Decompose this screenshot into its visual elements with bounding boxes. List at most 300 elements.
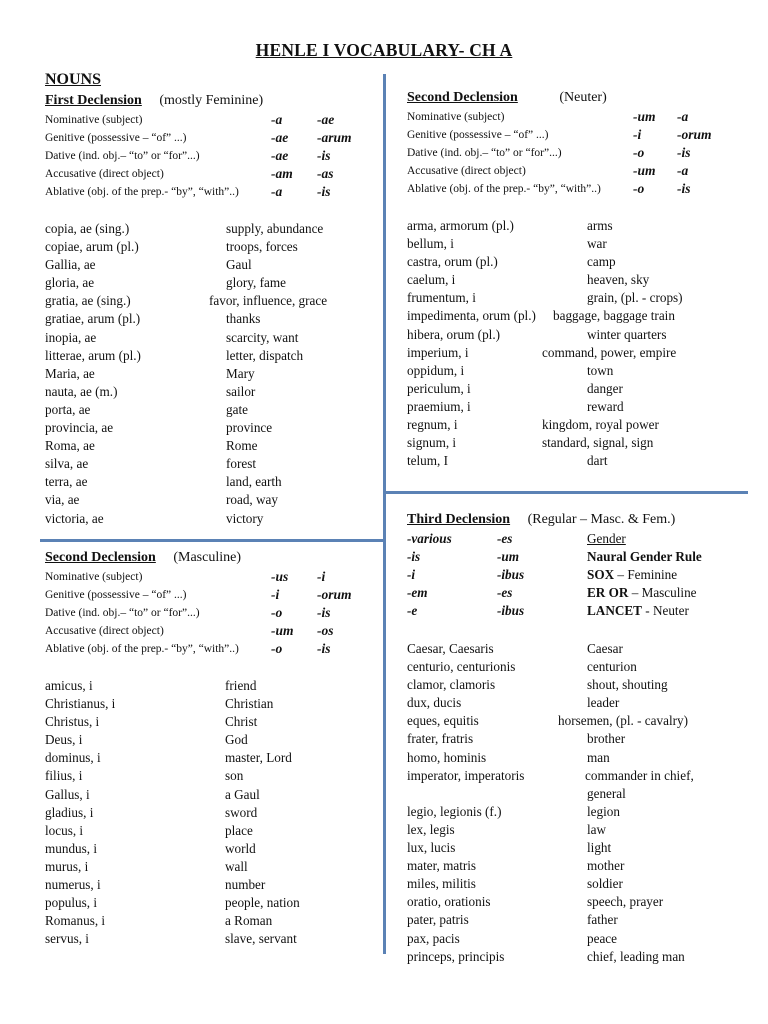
latin-word: locus, i xyxy=(45,822,84,838)
ending-singular: -o xyxy=(271,605,283,620)
english-meaning: supply, abundance xyxy=(226,221,324,236)
english-meaning: horsemen, (pl. - cavalry) xyxy=(558,713,688,729)
english-meaning: soldier xyxy=(587,876,623,892)
vocab-row xyxy=(45,329,380,347)
vocab-row xyxy=(45,455,380,473)
ending-rule-row xyxy=(407,602,752,620)
ending-plural: -is xyxy=(317,184,331,199)
case-row xyxy=(45,604,375,622)
gender-rule-key: ER OR xyxy=(587,585,629,600)
vocab-row xyxy=(407,893,752,911)
english-meaning: slave, servant xyxy=(225,931,297,947)
latin-word: Christus, i xyxy=(45,714,100,730)
third-declension-vocab xyxy=(407,640,752,966)
ending-plural: -ibus xyxy=(497,567,525,582)
ending-singular: -a xyxy=(271,184,283,199)
latin-word: via, ae xyxy=(45,492,80,508)
latin-word: numerus, i xyxy=(45,877,101,893)
vocab-row xyxy=(407,930,752,948)
case-label: Nominative (subject) xyxy=(407,111,505,123)
english-meaning: heaven, sky xyxy=(587,272,650,288)
latin-word: arma, armorum (pl.) xyxy=(407,218,514,233)
latin-word: Roma, ae xyxy=(45,438,95,454)
second-declension-neut-heading xyxy=(407,90,607,106)
gender-rule-value: – Masculine xyxy=(628,585,697,600)
english-meaning: province xyxy=(226,420,273,436)
english-meaning: kingdom, royal power xyxy=(542,417,659,433)
ending-plural: -ae xyxy=(317,112,335,127)
latin-word: castra, orum (pl.) xyxy=(407,254,498,270)
latin-word: servus, i xyxy=(45,931,89,947)
english-meaning: friend xyxy=(225,678,257,693)
latin-word: princeps, principis xyxy=(407,948,505,964)
vocab-row xyxy=(407,730,752,748)
english-meaning: camp xyxy=(587,254,616,270)
english-meaning: sailor xyxy=(226,383,256,399)
case-row xyxy=(45,586,375,604)
english-meaning: general xyxy=(587,785,626,801)
ending-singular: -o xyxy=(633,145,645,160)
ending-singular: -i xyxy=(407,567,416,582)
latin-word: dominus, i xyxy=(45,750,101,766)
vocab-row xyxy=(407,875,752,893)
vocab-row xyxy=(407,217,752,235)
vocab-row xyxy=(45,930,380,948)
english-meaning: war xyxy=(587,236,607,252)
english-meaning: reward xyxy=(587,398,624,414)
latin-word: copia, ae (sing.) xyxy=(45,221,130,236)
vocab-row xyxy=(45,256,380,274)
vocab-row xyxy=(45,677,380,695)
ending-plural: -arum xyxy=(317,130,352,145)
vocab-row xyxy=(407,326,752,344)
gender-rule xyxy=(587,602,689,620)
ending-rule-row xyxy=(407,530,752,548)
latin-word: Gallus, i xyxy=(45,786,90,802)
english-meaning: shout, shouting xyxy=(587,677,668,693)
vocab-row xyxy=(407,767,752,785)
vocab-row xyxy=(45,767,380,785)
latin-word: Gallia, ae xyxy=(45,257,96,273)
case-row xyxy=(45,640,375,658)
latin-word: bellum, i xyxy=(407,236,454,252)
vocab-row xyxy=(407,911,752,929)
second-declension-masc-note: (Masculine) xyxy=(173,550,241,565)
ending-plural: -ibus xyxy=(497,603,525,618)
vocab-row xyxy=(407,271,752,289)
latin-word: oratio, orationis xyxy=(407,894,491,910)
first-declension-note: (mostly Feminine) xyxy=(159,93,264,108)
ending-singular: -o xyxy=(271,641,283,656)
vocab-row xyxy=(45,894,380,912)
ending-singular: -i xyxy=(271,587,280,602)
ending-singular: -em xyxy=(407,585,428,600)
latin-word: impedimenta, orum (pl.) xyxy=(407,308,536,324)
english-meaning: mother xyxy=(587,858,625,874)
vocab-row xyxy=(407,640,752,658)
latin-word: filius, i xyxy=(45,768,83,784)
latin-word: legio, legionis (f.) xyxy=(407,803,502,819)
case-label: Genitive (possessive – “of” ...) xyxy=(45,132,187,144)
english-meaning: arms xyxy=(587,218,613,233)
latin-word: gratiae, arum (pl.) xyxy=(45,311,141,327)
english-meaning: son xyxy=(225,768,244,784)
ending-plural: -is xyxy=(677,145,691,160)
english-meaning: a Gaul xyxy=(225,786,260,802)
latin-word: gloria, ae xyxy=(45,275,95,291)
english-meaning: letter, dispatch xyxy=(226,347,304,363)
case-label: Accusative (direct object) xyxy=(45,168,164,180)
vocab-row xyxy=(407,362,752,380)
latin-word: Caesar, Caesaris xyxy=(407,641,494,656)
latin-word: Romanus, i xyxy=(45,913,106,929)
vocab-row xyxy=(407,785,752,803)
english-meaning: troops, forces xyxy=(226,239,298,255)
english-meaning: wall xyxy=(225,858,248,874)
case-label: Genitive (possessive – “of” ...) xyxy=(45,589,187,601)
case-row xyxy=(407,126,747,144)
ending-plural: -um xyxy=(497,549,519,564)
case-row xyxy=(45,111,375,129)
latin-word: lux, lucis xyxy=(407,840,456,856)
english-meaning: leader xyxy=(587,695,620,711)
vocab-row xyxy=(407,235,752,253)
ending-singular: -various xyxy=(407,531,452,546)
english-meaning: scarcity, want xyxy=(226,329,299,345)
vocab-row xyxy=(45,786,380,804)
latin-word: telum, I xyxy=(407,453,449,469)
vocab-row xyxy=(407,948,752,966)
vocab-row xyxy=(407,434,752,452)
case-row xyxy=(407,162,747,180)
vocab-row xyxy=(407,676,752,694)
case-label: Accusative (direct object) xyxy=(45,625,164,637)
latin-word: miles, militis xyxy=(407,876,476,892)
english-meaning: gate xyxy=(226,401,248,417)
vocab-row xyxy=(407,307,752,325)
ending-singular: -am xyxy=(271,166,293,181)
case-row xyxy=(45,129,375,147)
latin-word: silva, ae xyxy=(45,456,89,472)
english-meaning: road, way xyxy=(226,492,278,508)
latin-word: dux, ducis xyxy=(407,695,462,711)
ending-plural: -es xyxy=(497,585,513,600)
case-row xyxy=(45,622,375,640)
latin-word: Maria, ae xyxy=(45,365,95,381)
ending-rule-row xyxy=(407,584,752,602)
english-meaning: grain, (pl. - crops) xyxy=(587,290,683,306)
latin-word: homo, hominis xyxy=(407,749,487,765)
third-declension-note: (Regular – Masc. & Fem.) xyxy=(527,512,676,527)
latin-word: oppidum, i xyxy=(407,362,465,378)
latin-word: pax, pacis xyxy=(407,930,460,946)
vocab-row xyxy=(407,712,752,730)
nouns-heading: NOUNS xyxy=(45,71,102,88)
ending-singular: -o xyxy=(633,181,645,196)
second-declension-masc-title: Second Declension xyxy=(45,550,156,565)
english-meaning: master, Lord xyxy=(225,750,292,766)
second-declension-masc-endings xyxy=(45,568,375,658)
second-declension-masc-heading xyxy=(45,550,241,566)
english-meaning: standard, signal, sign xyxy=(542,435,654,451)
second-declension-neut-endings xyxy=(407,108,747,198)
vocab-row xyxy=(407,821,752,839)
english-meaning: a Roman xyxy=(225,913,273,929)
ending-singular: -um xyxy=(633,109,656,124)
vocab-row xyxy=(45,912,380,930)
first-declension-vocab xyxy=(45,220,380,528)
case-label: Nominative (subject) xyxy=(45,571,143,583)
english-meaning: man xyxy=(587,749,610,765)
vocab-row xyxy=(45,749,380,767)
vocab-row xyxy=(407,452,752,470)
english-meaning: thanks xyxy=(226,311,261,327)
gender-rule-key: Naural Gender Rule xyxy=(587,549,702,564)
case-label: Accusative (direct object) xyxy=(407,165,526,177)
vocab-row xyxy=(45,510,380,528)
vocab-row xyxy=(45,713,380,731)
first-declension-heading xyxy=(45,93,263,109)
latin-word: frater, fratris xyxy=(407,731,474,747)
case-row xyxy=(45,568,375,586)
ending-singular: -is xyxy=(407,549,421,564)
vocab-row xyxy=(45,238,380,256)
latin-word: nauta, ae (m.) xyxy=(45,383,118,399)
english-meaning: chief, leading man xyxy=(587,948,685,964)
latin-word: regnum, i xyxy=(407,417,458,433)
english-meaning: light xyxy=(587,840,612,856)
english-meaning: world xyxy=(225,840,256,856)
vocab-row xyxy=(45,876,380,894)
case-label: Dative (ind. obj.– “to” or “for”...) xyxy=(45,607,200,619)
page-title: HENLE I VOCABULARY- CH A xyxy=(255,40,513,60)
third-declension-title: Third Declension xyxy=(407,512,511,527)
case-label: Genitive (possessive – “of” ...) xyxy=(407,129,549,141)
latin-word: periculum, i xyxy=(407,380,471,396)
case-label: Ablative (obj. of the prep.- “by”, “with”..) xyxy=(407,183,601,195)
english-meaning: command, power, empire xyxy=(542,344,677,360)
latin-word: gladius, i xyxy=(45,804,94,820)
latin-word: frumentum, i xyxy=(407,290,476,306)
case-row xyxy=(407,144,747,162)
ending-plural: -is xyxy=(317,641,331,656)
latin-word: lex, legis xyxy=(407,821,455,837)
latin-word: amicus, i xyxy=(45,678,93,693)
english-meaning: brother xyxy=(587,731,626,747)
ending-plural: -a xyxy=(677,109,689,124)
english-meaning: baggage, baggage train xyxy=(553,308,675,324)
vocab-row xyxy=(407,839,752,857)
gender-rule-key: Gender xyxy=(587,531,626,546)
case-row xyxy=(45,183,375,201)
gender-rule-value: - Neuter xyxy=(641,603,689,618)
english-meaning: God xyxy=(225,732,248,748)
english-meaning: Mary xyxy=(226,365,255,381)
english-meaning: law xyxy=(587,821,607,837)
ending-singular: -um xyxy=(633,163,656,178)
vocab-row xyxy=(45,858,380,876)
vocab-row xyxy=(407,253,752,271)
case-row xyxy=(45,147,375,165)
english-meaning: glory, fame xyxy=(226,275,286,291)
vocab-row xyxy=(407,803,752,821)
first-declension-endings xyxy=(45,111,375,201)
latin-word: mater, matris xyxy=(407,858,477,874)
vocab-row xyxy=(407,658,752,676)
second-declension-neut-note: (Neuter) xyxy=(559,90,607,105)
latin-word: copiae, arum (pl.) xyxy=(45,239,139,255)
ending-plural: -orum xyxy=(677,127,712,142)
vocab-row xyxy=(407,398,752,416)
vocab-row xyxy=(45,365,380,383)
second-declension-neut-title: Second Declension xyxy=(407,90,518,105)
second-declension-masc-vocab xyxy=(45,677,380,948)
gender-rule-value: – Feminine xyxy=(614,567,678,582)
english-meaning: Rome xyxy=(226,438,258,454)
vocab-row xyxy=(45,274,380,292)
vocab-row xyxy=(45,310,380,328)
case-label: Ablative (obj. of the prep.- “by”, “with”..) xyxy=(45,186,239,198)
ending-singular: -i xyxy=(633,127,642,142)
english-meaning: Gaul xyxy=(226,257,252,273)
latin-word: victoria, ae xyxy=(45,510,104,526)
latin-word: mundus, i xyxy=(45,840,98,856)
ending-plural: -os xyxy=(317,623,334,638)
latin-word: murus, i xyxy=(45,858,89,874)
latin-word: populus, i xyxy=(45,895,98,911)
case-label: Nominative (subject) xyxy=(45,114,143,126)
english-meaning: place xyxy=(225,822,253,838)
latin-word: litterae, arum (pl.) xyxy=(45,347,141,363)
vocab-row xyxy=(45,383,380,401)
third-declension-heading xyxy=(407,512,675,528)
ending-rule-row xyxy=(407,566,752,584)
latin-word: porta, ae xyxy=(45,401,91,417)
english-meaning: Caesar xyxy=(587,641,623,656)
gender-rule-key: LANCET xyxy=(587,603,642,618)
english-meaning: victory xyxy=(226,510,264,526)
second-declension-neut-vocab xyxy=(407,217,752,470)
latin-word: terra, ae xyxy=(45,474,88,490)
first-declension-title: First Declension xyxy=(45,93,142,108)
vocab-row xyxy=(45,292,380,310)
latin-word: hibera, orum (pl.) xyxy=(407,326,501,342)
ending-plural: -is xyxy=(317,605,331,620)
latin-word: pater, patris xyxy=(407,912,469,928)
ending-plural: -es xyxy=(497,531,513,546)
english-meaning: Christ xyxy=(225,714,258,730)
english-meaning: speech, prayer xyxy=(587,894,664,910)
vocab-row xyxy=(407,857,752,875)
ending-plural: -i xyxy=(317,569,326,584)
latin-word: gratia, ae (sing.) xyxy=(45,293,131,309)
english-meaning: danger xyxy=(587,380,623,396)
vocab-row xyxy=(45,695,380,713)
ending-rule-row xyxy=(407,548,752,566)
english-meaning: favor, influence, grace xyxy=(209,293,328,309)
case-label: Ablative (obj. of the prep.- “by”, “with”..) xyxy=(45,643,239,655)
english-meaning: winter quarters xyxy=(587,326,667,342)
case-label: Dative (ind. obj.– “to” or “for”...) xyxy=(45,150,200,162)
case-row xyxy=(407,180,747,198)
english-meaning: sword xyxy=(225,804,258,820)
ending-singular: -a xyxy=(271,112,283,127)
latin-word: centurio, centurionis xyxy=(407,659,516,675)
english-meaning: town xyxy=(587,362,614,378)
english-meaning: commander in chief, xyxy=(585,767,694,783)
latin-word: inopia, ae xyxy=(45,329,97,345)
latin-word: imperium, i xyxy=(407,344,469,360)
english-meaning: forest xyxy=(226,456,257,472)
vocab-row xyxy=(45,840,380,858)
gender-rule xyxy=(587,566,677,584)
gender-rule-key: SOX xyxy=(587,567,615,582)
ending-plural: -orum xyxy=(317,587,352,602)
ending-singular: -ae xyxy=(271,148,289,163)
vocab-row xyxy=(45,419,380,437)
english-meaning: dart xyxy=(587,453,608,469)
english-meaning: people, nation xyxy=(225,895,300,911)
ending-plural: -is xyxy=(317,148,331,163)
english-meaning: Christian xyxy=(225,696,274,712)
vocab-row xyxy=(45,347,380,365)
vocab-row xyxy=(407,380,752,398)
vocab-row xyxy=(45,822,380,840)
case-row xyxy=(407,108,747,126)
english-meaning: legion xyxy=(587,803,620,819)
ending-singular: -ae xyxy=(271,130,289,145)
latin-word: Deus, i xyxy=(45,732,83,748)
vocab-row xyxy=(45,437,380,455)
english-meaning: centurion xyxy=(587,659,637,675)
latin-word: imperator, imperatoris xyxy=(407,767,525,783)
vocab-row xyxy=(45,731,380,749)
latin-word: clamor, clamoris xyxy=(407,677,496,693)
gender-rule xyxy=(587,530,626,548)
ending-plural: -a xyxy=(677,163,689,178)
horizontal-divider-right xyxy=(386,491,748,494)
ending-plural: -is xyxy=(677,181,691,196)
ending-singular: -us xyxy=(271,569,289,584)
latin-word: Christianus, i xyxy=(45,696,116,712)
vocab-row xyxy=(407,289,752,307)
ending-plural: -as xyxy=(317,166,334,181)
gender-rule xyxy=(587,584,697,602)
latin-word: caelum, i xyxy=(407,272,456,288)
vocab-row xyxy=(45,220,380,238)
third-declension-grid xyxy=(407,530,752,620)
latin-word: signum, i xyxy=(407,435,457,451)
latin-word: praemium, i xyxy=(407,398,471,414)
vocab-row xyxy=(45,804,380,822)
vertical-divider xyxy=(383,74,386,954)
vocab-row xyxy=(407,416,752,434)
latin-word: eques, equitis xyxy=(407,713,479,729)
english-meaning: father xyxy=(587,912,618,928)
ending-singular: -e xyxy=(407,603,418,618)
english-meaning: peace xyxy=(587,930,618,946)
ending-singular: -um xyxy=(271,623,294,638)
gender-rule xyxy=(587,548,702,566)
english-meaning: number xyxy=(225,877,266,893)
case-row xyxy=(45,165,375,183)
vocab-row xyxy=(45,401,380,419)
vocab-row xyxy=(407,344,752,362)
horizontal-divider-left xyxy=(40,539,383,542)
vocab-row xyxy=(407,694,752,712)
vocab-row xyxy=(45,491,380,509)
english-meaning: land, earth xyxy=(226,474,282,490)
